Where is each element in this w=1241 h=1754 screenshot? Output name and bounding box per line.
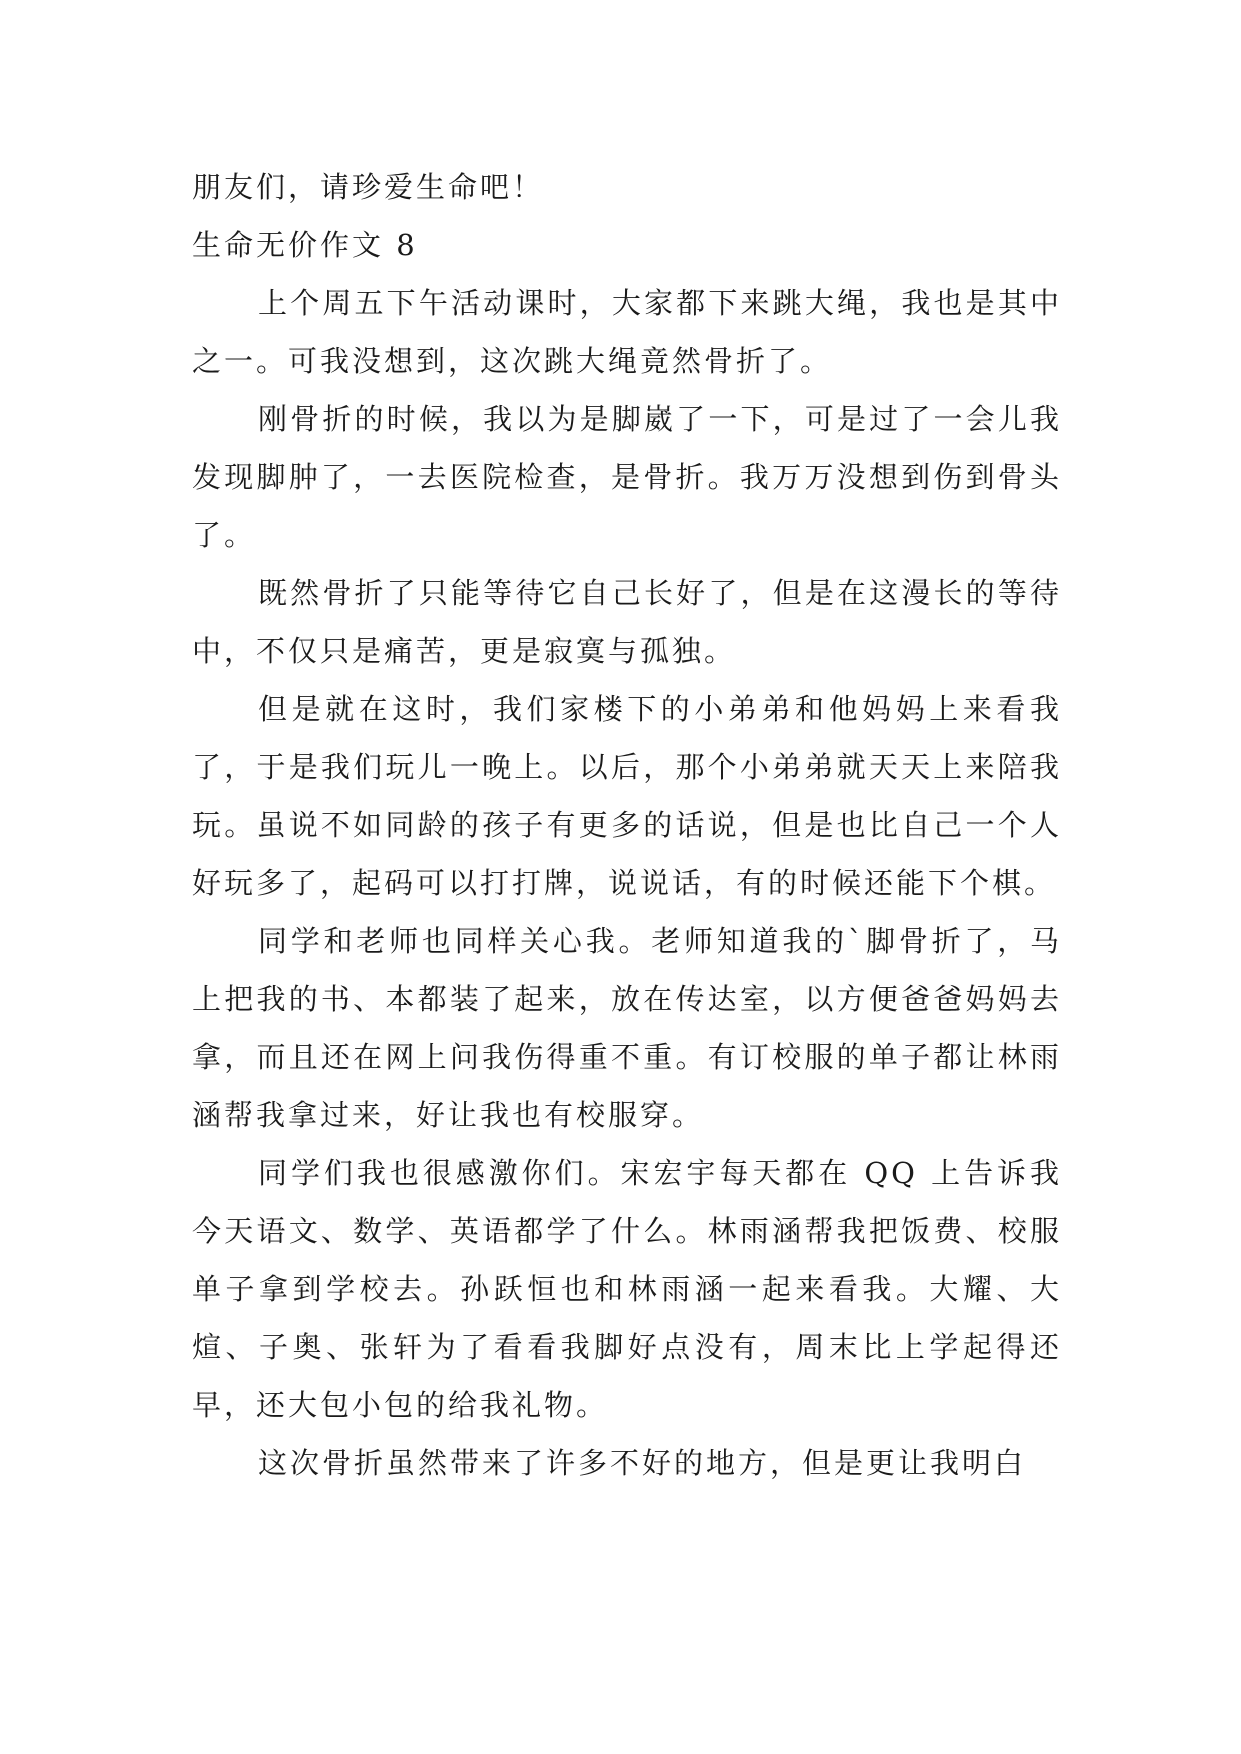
paragraph: 既然骨折了只能等待它自己长好了，但是在这漫长的等待中，不仅只是痛苦，更是寂寞与孤独。 — [192, 576, 1062, 668]
paragraph: 同学们我也很感激你们。宋宏宇每天都在 QQ 上告诉我今天语文、数学、英语都学了什么。林雨涵帮我把饭费、校服单子拿到学校去。孙跃恒也和林雨涵一起来看我。大耀、大煊、子奥、张轩为了看看我脚好点没有，周末比上学起得还早，还大包小包的给我礼物。 — [192, 1156, 1062, 1422]
closing-line: 朋友们，请珍爱生命吧！ — [192, 170, 545, 204]
essay-body — [192, 158, 1062, 1492]
paragraph: 但是就在这时，我们家楼下的小弟弟和他妈妈上来看我了，于是我们玩儿一晚上。以后，那个小弟弟就天天上来陪我玩。虽说不如同龄的孩子有更多的话说，但是也比自己一个人好玩多了，起码可以打打牌，说说话，有的时候还能下个棋。 — [192, 692, 1062, 900]
paragraph: 上个周五下午活动课时，大家都下来跳大绳，我也是其中之一。可我没想到，这次跳大绳竟然骨折了。 — [192, 286, 1062, 378]
essay-title: 生命无价作文 8 — [192, 228, 418, 262]
paragraph: 同学和老师也同样关心我。老师知道我的`脚骨折了，马上把我的书、本都装了起来，放在传达室，以方便爸爸妈妈去拿，而且还在网上问我伤得重不重。有订校服的单子都让林雨涵帮我拿过来，好让我也有校服穿。 — [192, 924, 1062, 1132]
paragraph: 刚骨折的时候，我以为是脚崴了一下，可是过了一会儿我发现脚肿了，一去医院检查，是骨折。我万万没想到伤到骨头了。 — [192, 402, 1062, 552]
paragraph: 这次骨折虽然带来了许多不好的地方，但是更让我明白 — [258, 1446, 1027, 1480]
